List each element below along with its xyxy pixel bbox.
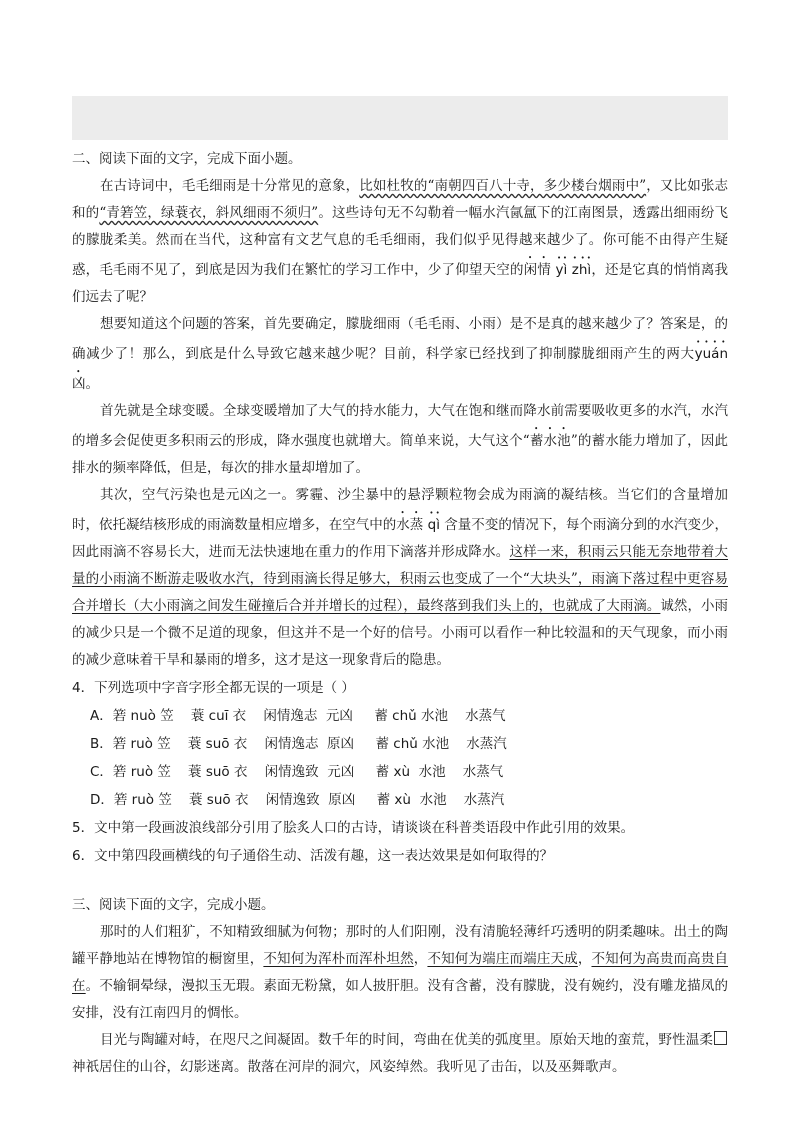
pinyin-blank: qì: [427, 517, 440, 533]
section-2-paragraph-1: 在古诗词中，毛毛细雨是十分常见的意象，比如杜牧的“南朝四百八十寺，多少楼台烟雨中”，又比如张志和的“青箬笠，绿蓑衣，斜风细雨不须归”。这些诗句无不勾勒着一幅水汽氤氲下的江南图景，透露出细雨纷飞的朦胧柔美。然而在当代，这种富有文艺气息的毛毛细雨，我们似乎见得越来越少了。你可能不由得产生疑惑，毛毛雨不见了，到底是因为我们在繁忙的学习工作中，少了仰望天空的闲情 yì zhì，还是它真的悄悄离我们远去了呢？: [72, 178, 729, 305]
dotted-chars: 闲情: [523, 262, 552, 278]
underlined-phrase-3: 不知何为高贵而高贵自在: [72, 951, 729, 994]
dotted-chars: 凶: [72, 376, 86, 392]
question-4-option-c[interactable]: C．箬 ruò 笠 蓑 suō 衣 闲情逸致 元凶 蓄 xù 水池 水蒸气: [90, 764, 504, 780]
section-2-paragraph-3: 首先就是全球变暖。全球变暖增加了大气的持水能力，大气在饱和继而降水前需要吸收更多的水汽，水汽的增多会促使更多积雨云的形成，降水强度也就增大。简单来说，大气这个“蓄水池”的蓄水能力增加了，因此排水的频率降低，但是，每次的排水量却增加了。: [72, 403, 728, 476]
pinyin-blank: yuán: [694, 346, 728, 362]
question-5: 5．文中第一段画波浪线部分引用了脍炙人口的古诗，请谈谈在科普类语段中作此引用的效果。: [72, 820, 635, 836]
dotted-chars: 蓄水池: [529, 433, 571, 449]
document-content: [72, 146, 728, 1081]
section-3-heading: 三、阅读下面的文字，完成小题。: [72, 897, 275, 913]
pinyin-blank: yì zhì: [555, 262, 592, 278]
wavy-quote-2: “青箬笠，绿蓑衣，斜风细雨不须归”: [99, 205, 319, 221]
question-4-option-d[interactable]: D．箬 ruò 笠 蓑 suō 衣 闲情逸致 原凶 蓄 xù 水池 水蒸汽: [90, 792, 505, 808]
missing-char-box: [714, 1031, 727, 1045]
question-4-stem: 4．下列选项中字音字形全都无误的一项是（ ）: [72, 680, 355, 696]
header-banner: [72, 96, 728, 140]
section-2-paragraph-2: 想要知道这个问题的答案，首先要确定，朦胧细雨（毛毛雨、小雨）是不是真的越来越少了？答案是，的确减少了！那么，到底是什么导致它越来越少呢？目前，科学家已经找到了抑制朦胧细雨产生的两大yuán 凶。: [72, 316, 728, 392]
section-3-paragraph-1: 那时的人们粗犷，不知精致细腻为何物；那时的人们阳刚，没有清脆轻薄纤巧透明的阴柔趣味。出土的陶罐平静地站在博物馆的橱窗里，不知何为浑朴而浑朴坦然，不知何为端庄而端庄天成，不知何为高贵而高贵自在。不输铜晕绿，漫拟玉无瑕。素面无粉黛，如人披肝胆。没有含蓄，没有朦胧，没有婉约，没有雕龙描凤的安排，没有江南四月的惆怅。: [72, 924, 729, 1021]
question-4-option-a[interactable]: A．箬 nuò 笠 蓑 cuī 衣 闲情逸志 元凶 蓄 chǔ 水池 水蒸气: [90, 708, 506, 724]
underlined-sentence: 这样一来，积雨云只能无奈地带着大量的小雨滴不断游走吸收水汽，待到雨滴长得足够大，积雨云也变成了一个“大块头”，雨滴下落过程中更容易合并增长（大小雨滴之间发生碰撞后合并并增长的过程），最终落到我们头上的，也就成了大雨滴。: [72, 544, 729, 614]
question-6: 6．文中第四段画横线的句子通俗生动、活泼有趣，这一表达效果是如何取得的？: [72, 848, 554, 864]
section-2-heading: 二、阅读下面的文字，完成下面小题。: [72, 151, 302, 167]
section-2-paragraph-4: 其次，空气污染也是元凶之一。雾霾、沙尘暴中的悬浮颗粒物会成为雨滴的凝结核。当它们的含量增加时，依托凝结核形成的雨滴数量相应增多，在空气中的水蒸 qì 含量不变的情况下，每个雨滴分到的水汽变少，因此雨滴不容易长大，进而无法快速地在重力的作用下滴落并形成降水。这样一来，积雨云只能无奈地带着大量的小雨滴不断游走吸收水汽，待到雨滴长得足够大，积雨云也变成了一个“大块头”，雨滴下落过程中更容易合并增长（大小雨滴之间发生碰撞后合并并增长的过程），最终落到我们头上的，也就成了大雨滴。诚然，小雨的减少只是一个微不足道的现象，但这并不是一个好的信号。小雨可以看作一种比较温和的天气现象，而小雨的减少意味着干旱和暴雨的增多，这才是这一现象背后的隐患。: [72, 487, 729, 668]
section-3-paragraph-2: 目光与陶罐对峙，在咫尺之间凝固。数千年的时间，弯曲在优美的弧度里。原始天地的蛮荒，野性温柔神祇居住的山谷，幻影迷离。散落在河岸的洞穴，风姿绰然。我听见了击缶，以及巫舞歌声。: [72, 1027, 728, 1081]
underlined-phrase-1: 不知何为浑朴而浑朴坦然: [263, 951, 414, 967]
question-4-option-b[interactable]: B．箬 ruò 笠 蓑 suō 衣 闲情逸志 原凶 蓄 chǔ 水池 水蒸汽: [90, 736, 507, 752]
section-gap: [72, 870, 728, 892]
underlined-phrase-2: 不知何为端庄而端庄天成: [427, 951, 578, 967]
dotted-chars: 水蒸: [396, 517, 424, 533]
wavy-quote-1: 比如杜牧的“南朝四百八十寺，多少楼台烟雨中”: [359, 178, 647, 194]
